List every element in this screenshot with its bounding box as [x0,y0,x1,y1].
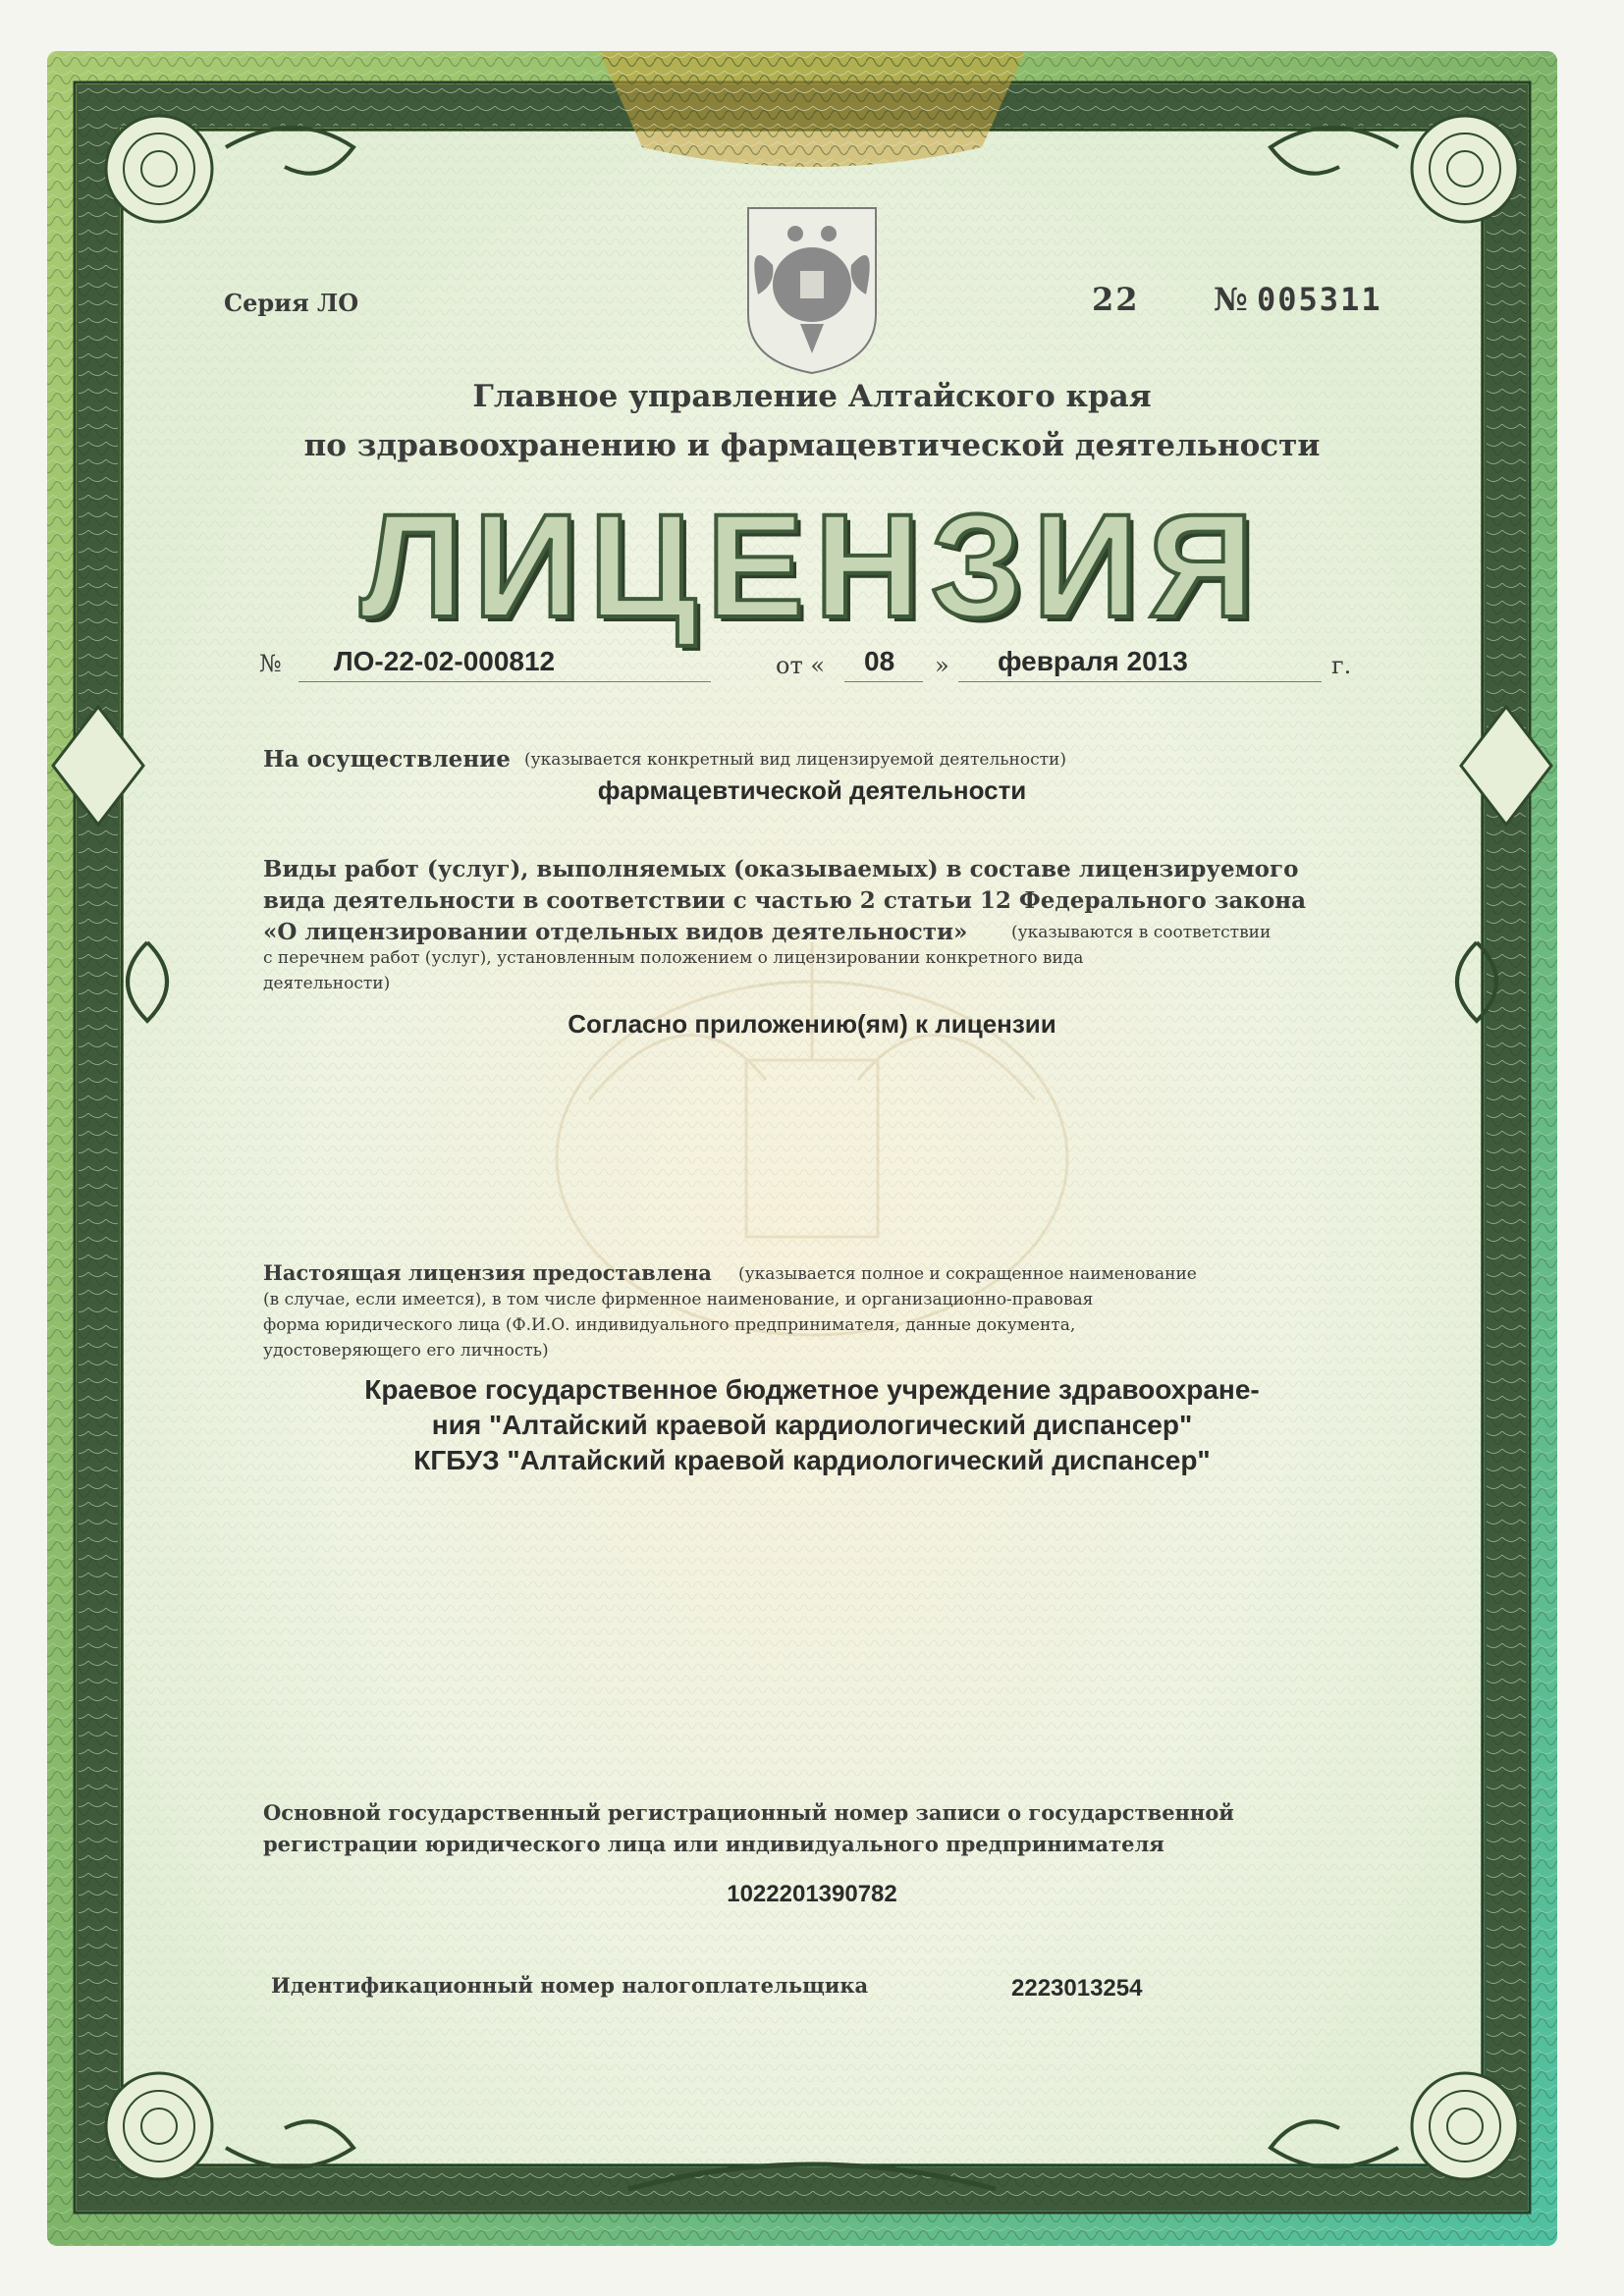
activity-hint: (указывается конкретный вид лицензируемой деятельности) [524,750,1066,770]
date-day-close: » [935,652,949,679]
licensee-hint-3: форма юридического лица (Ф.И.О. индивидуального предпринимателя, данные документа, [263,1315,1076,1335]
works-line-4: с перечнем работ (услуг), установленным положением о лицензировании конкретного вида [263,948,1084,968]
works-line-1: Виды работ (услуг), выполняемых (оказываемых) в составе лицензируемого [263,856,1299,882]
licensee-hint-4: удостоверяющего его личность) [263,1341,549,1361]
form-number-sign: № [1214,281,1248,318]
activity-label: На осуществление [263,746,511,773]
works-line-2: вида деятельности в соответствии с частью 2 статьи 12 Федерального закона [263,887,1307,914]
region-code: 22 [1092,281,1140,318]
licensee-hint-1: (указывается полное и сокращенное наименование [738,1264,1197,1284]
ogrn-label-line-1: Основной государственный регистрационный номер записи о государственной [263,1800,1234,1825]
works-value: Согласно приложению(ям) к лицензии [568,1009,1056,1039]
license-number-sign: № [259,650,282,677]
date-month-year: февраля 2013 [998,646,1188,676]
licensee-label: Настоящая лицензия предоставлена [263,1260,712,1285]
form-number: 005311 [1257,281,1382,318]
issuer-line-2: по здравоохранению и фармацевтической деятельности [303,428,1321,463]
date-day-underline [844,681,923,682]
date-day: 08 [864,646,895,676]
inn-label: Идентификационный номер налогоплательщика [271,1973,869,1998]
date-from-label: от « [776,652,826,679]
works-line-5: деятельности) [263,974,391,993]
licensee-name-line-2: ния "Алтайский краевой кардиологический диспансер" [431,1410,1193,1440]
licensee-short-name: КГБУЗ "Алтайский краевой кардиологический диспансер" [413,1445,1211,1475]
document-title: ЛИЦЕНЗИЯ [359,483,1265,648]
ogrn-value: 1022201390782 [727,1881,897,1907]
inn-value: 2223013254 [1011,1975,1143,2002]
licensee-name-line-1: Краевое государственное бюджетное учреждение здравоохране- [364,1374,1260,1405]
issuer-line-1: Главное управление Алтайского края [472,379,1152,414]
license-number-underline [298,681,711,682]
series-label: Серия ЛО [224,289,359,317]
works-line-3-hint: (указываются в соответствии [1011,923,1272,942]
activity-value: фармацевтической деятельности [597,775,1027,805]
licensee-hint-2: (в случае, если имеется), в том числе фирменное наименование, и организационно-правовая [263,1290,1094,1309]
date-year-suffix: г. [1331,652,1352,679]
ogrn-label-line-2: регистрации юридического лица или индивидуального предпринимателя [263,1832,1164,1856]
license-number: ЛО-22-02-000812 [334,646,556,676]
works-line-3: «О лицензировании отдельных видов деятельности» [263,919,968,945]
date-month-underline [958,681,1322,682]
